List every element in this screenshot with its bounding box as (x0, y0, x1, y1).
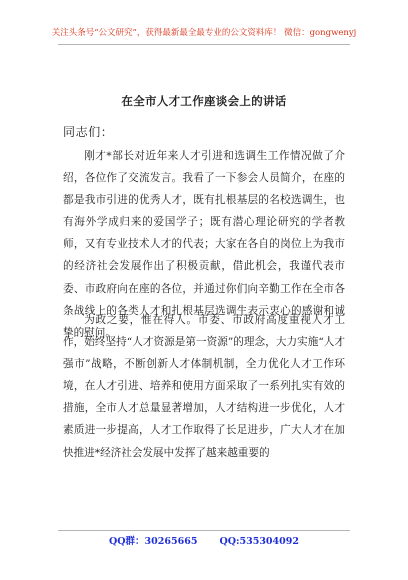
document-title: 在全市人才工作座谈会上的讲话 (121, 94, 287, 108)
footer-divider (58, 530, 350, 531)
header-promo-banner: 关注头条号“公文研究”，获得最新最全最专业的公文资料库！ 微信：gongwenyj (51, 28, 357, 38)
footer-contact (0, 535, 408, 549)
salutation: 同志们： (63, 125, 114, 139)
footer-qq: QQ:535304092 (219, 536, 299, 547)
footer-qq-group: QQ群：30265665 (109, 536, 198, 547)
body-paragraph-1: 刚才*部长对近年来人才引进和选调生工作情况做了介绍，各位作了交流发言。我看了一下参会人员简介，在座的都是我市引进的优秀人才，既有扎根基层的名校选调生，也有海外学成归来的爱国学子；既有潜心理论研究的学者教师，又有专业技术人才的代表；大家在各自的岗位上为我市的经济社会发展作出了积极贡献，借此机会，我谨代表市委、市政府向在座的各位，并通过你们向辛勤工作在全市各条战线上的各类人才和扎根基层选调生表示衷心的感谢和诚挚的慰问。 (63, 150, 345, 339)
body-paragraph-2: 为政之要，惟在得人。市委、市政府高度重视人才工作，始终坚持“人才资源是第一资源”的理念，大力实施“人才强市”战略，不断创新人才体制机制，全力优化人才工作环境，在人才引进、培养和使用方面采取了一系列扎实有效的措施，全市人才总量显著增加，人才结构进一步优化，人才素质进一步提高，人才工作取得了长足进步，广大人才在加快推进*经济社会发展中发挥了越来越重要的 (63, 314, 345, 459)
header-divider (58, 44, 350, 45)
